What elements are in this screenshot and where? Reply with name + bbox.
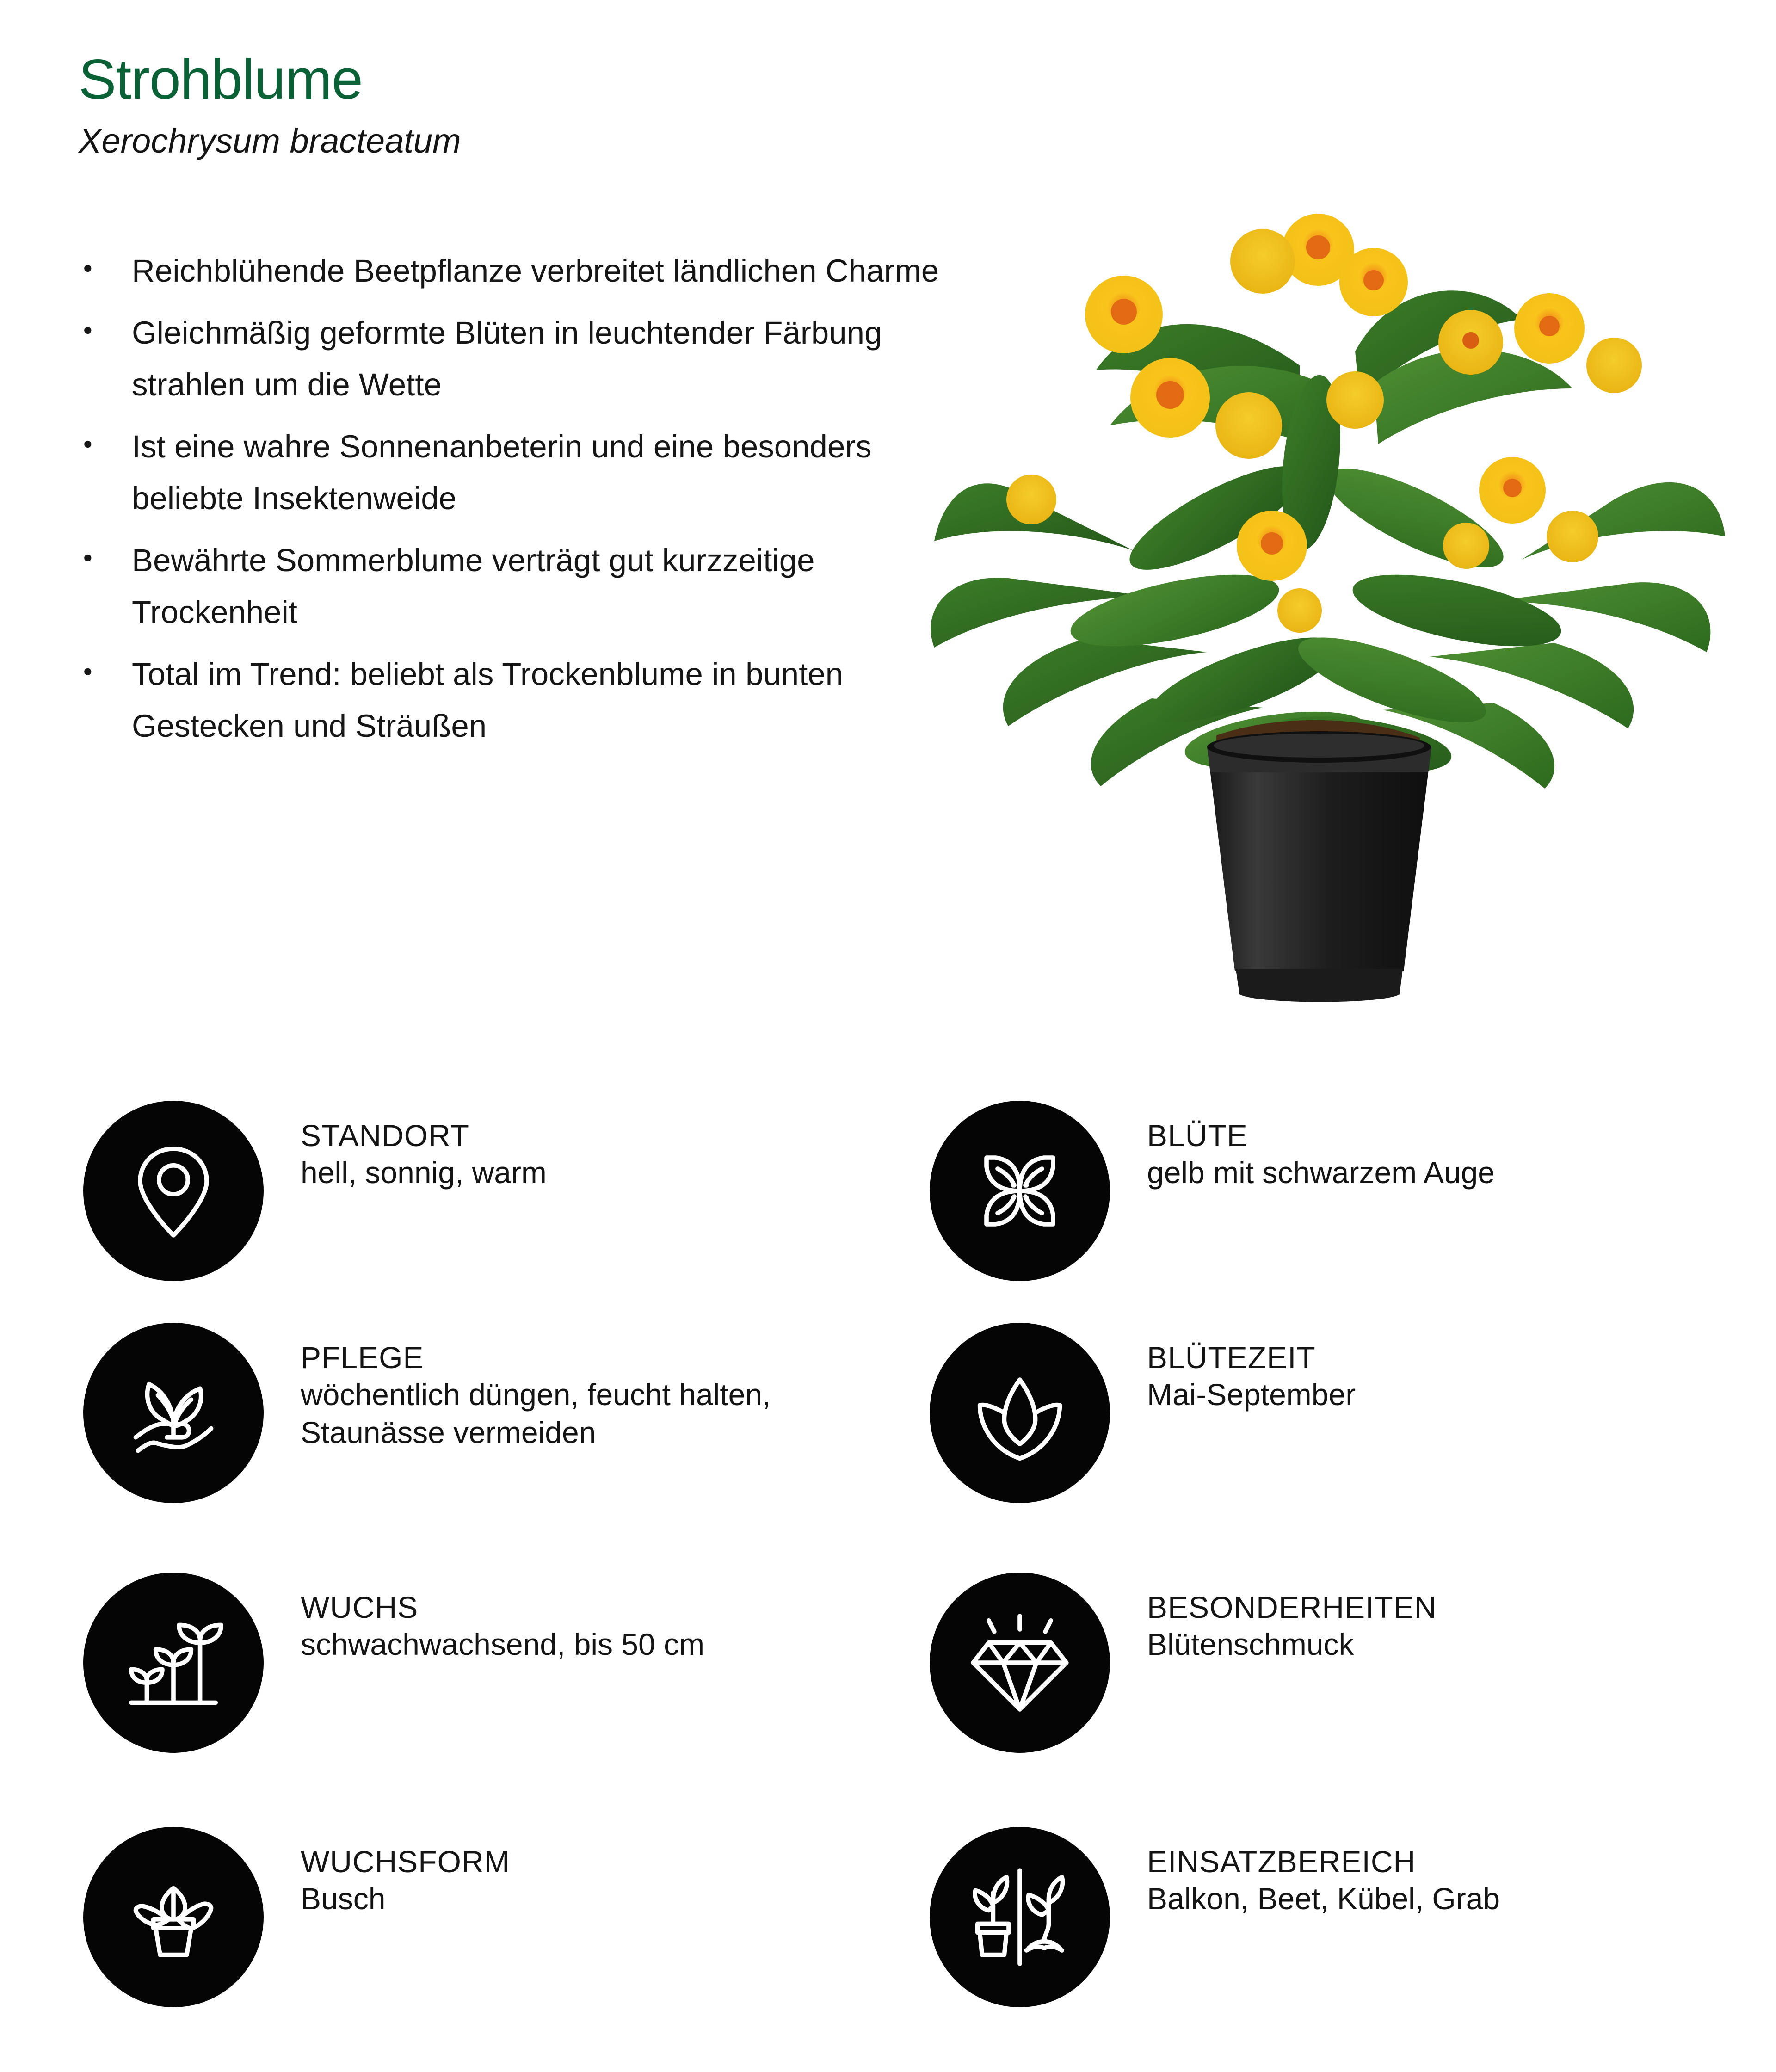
attribute-row (0, 1101, 1776, 1323)
attribute-row (0, 1572, 1776, 1827)
attribute-grid (0, 1101, 1776, 2049)
attribute-value: wöchentlich düngen, feucht halten, Staunässe vermeiden (301, 1377, 771, 1449)
header (79, 48, 957, 160)
attribute-label: EINSATZBEREICH (1147, 1844, 1416, 1879)
pot-and-bed-icon (964, 1862, 1075, 1973)
attribute-wuchs (83, 1572, 911, 1827)
attribute-value: gelb mit schwarzem Auge (1147, 1155, 1495, 1190)
attribute-label: WUCHS (301, 1590, 419, 1624)
strawflower-plant-illustration (893, 166, 1734, 1036)
list-item: • Ist eine wahre Sonnenanbeterin und eine besonders beliebte Insektenweide (79, 421, 953, 524)
attribute-text (264, 1572, 704, 1663)
feature-list (79, 245, 953, 762)
attribute-value: schwachwachsend, bis 50 cm (301, 1627, 705, 1661)
attribute-text (1110, 1323, 1356, 1413)
attribute-row (0, 1323, 1776, 1572)
tulip-bloom-icon-badge (930, 1323, 1110, 1503)
seedling-in-hand-icon-badge (83, 1323, 264, 1503)
location-pin-icon-badge (83, 1101, 264, 1281)
attribute-text (1110, 1572, 1437, 1663)
tulip-bloom-icon (964, 1357, 1075, 1468)
attribute-standort (83, 1101, 911, 1323)
flower-icon (964, 1135, 1075, 1246)
seedling-in-hand-icon (118, 1357, 229, 1468)
location-pin-icon (118, 1135, 229, 1246)
attribute-label: BLÜTEZEIT (1147, 1340, 1316, 1375)
growth-stages-icon (118, 1607, 229, 1718)
attribute-text (1110, 1827, 1500, 1918)
diamond-icon (964, 1607, 1075, 1718)
list-item: • Total im Trend: beliebt als Trockenblume in bunten Gestecken und Sträußen (79, 648, 953, 752)
attribute-text (264, 1827, 510, 1918)
flower-icon-badge (930, 1101, 1110, 1281)
attribute-bluetezeit (930, 1323, 1758, 1572)
potted-bush-icon-badge (83, 1827, 264, 2007)
attribute-text (264, 1323, 911, 1451)
attribute-einsatzbereich (930, 1827, 1758, 2049)
attribute-text (1110, 1101, 1495, 1191)
attribute-label: STANDORT (301, 1118, 469, 1153)
attribute-bluete (930, 1101, 1758, 1323)
page-title: Strohblume (79, 48, 363, 111)
attribute-value: Blütenschmuck (1147, 1627, 1354, 1661)
attribute-row (0, 1827, 1776, 2049)
potted-bush-icon (118, 1862, 229, 1973)
list-item: • Bewährte Sommerblume verträgt gut kurzzeitige Trockenheit (79, 535, 953, 638)
attribute-label: BESONDERHEITEN (1147, 1590, 1437, 1624)
botanical-name: Xerochrysum bracteatum (79, 122, 461, 160)
product-photo (893, 166, 1734, 1036)
list-item: • Reichblühende Beetpflanze verbreitet ländlichen Charme (79, 245, 953, 297)
attribute-value: Balkon, Beet, Kübel, Grab (1147, 1881, 1500, 1916)
attribute-value: Mai-September (1147, 1377, 1356, 1412)
pot-and-bed-icon-badge (930, 1827, 1110, 2007)
list-item: • Gleichmäßig geformte Blüten in leuchtender Färbung strahlen um die Wette (79, 307, 953, 411)
attribute-wuchsform (83, 1827, 911, 2049)
attribute-label: BLÜTE (1147, 1118, 1248, 1153)
attribute-value: Busch (301, 1881, 386, 1916)
attribute-label: WUCHSFORM (301, 1844, 510, 1879)
growth-stages-icon-badge (83, 1572, 264, 1753)
attribute-value: hell, sonnig, warm (301, 1155, 547, 1190)
attribute-label: PFLEGE (301, 1340, 424, 1375)
diamond-icon-badge (930, 1572, 1110, 1753)
attribute-text (264, 1101, 547, 1191)
attribute-pflege (83, 1323, 911, 1572)
attribute-besonderheiten (930, 1572, 1758, 1827)
